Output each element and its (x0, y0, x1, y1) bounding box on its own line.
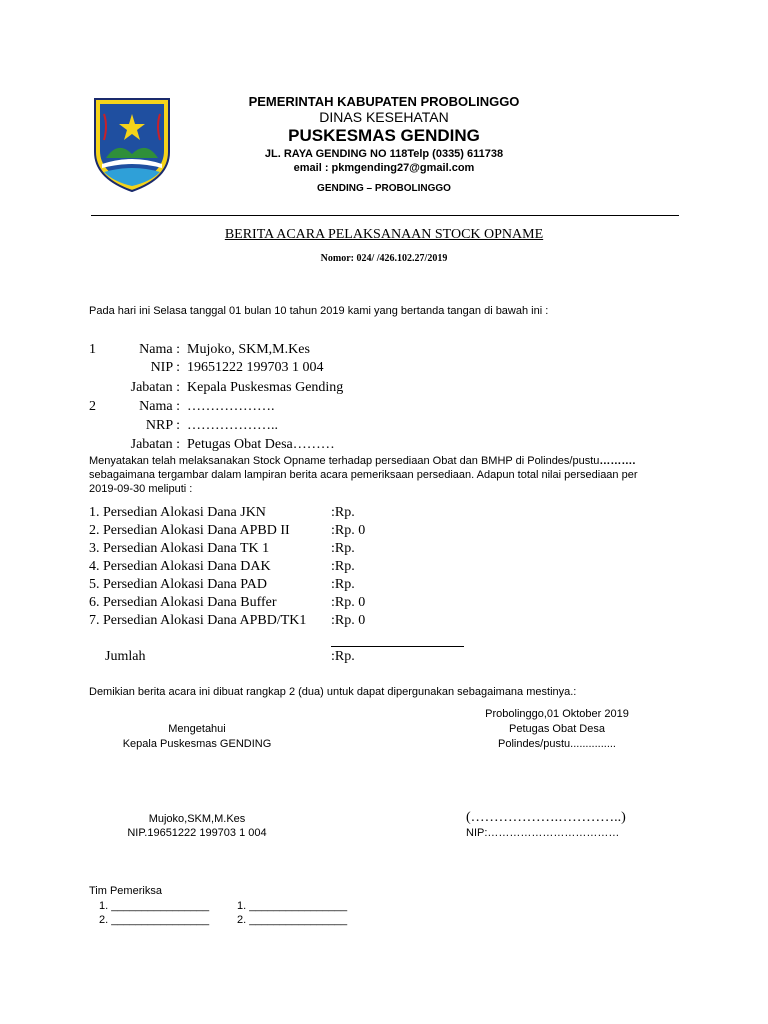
signature-left-role2: Kepala Puskesmas GENDING (122, 738, 272, 750)
signature-right-nip: NIP:……………………………… (466, 827, 620, 839)
person1-position: Kepala Puskesmas Gending (187, 380, 344, 395)
total-label: Jumlah (105, 649, 146, 664)
item-label: 3. Persedian Alokasi Dana TK 1 (89, 541, 270, 556)
item-label: 1. Persedian Alokasi Dana JKN (89, 505, 266, 520)
statement-line1 (89, 455, 635, 467)
total-divider (331, 646, 464, 647)
person1-number: 1 (89, 342, 96, 357)
item-label: 6. Persedian Alokasi Dana Buffer (89, 595, 277, 610)
signature-left-name: Mujoko,SKM,M.Kes (148, 813, 246, 825)
person2-position-label: Jabatan : (130, 437, 180, 452)
person1-name-label: Nama : (139, 342, 180, 357)
item-value: :Rp. (331, 541, 355, 556)
signature-right-role1: Petugas Obat Desa (508, 723, 605, 735)
item-value: :Rp. 0 (331, 613, 366, 628)
item-label: 7. Persedian Alokasi Dana APBD/TK1 (89, 613, 307, 628)
signature-left-nip: NIP.19651222 199703 1 004 (127, 827, 267, 839)
signature-right-role2: Polindes/pustu............... (497, 738, 616, 750)
total-value: :Rp. (331, 649, 355, 664)
item-label: 4. Persedian Alokasi Dana DAK (89, 559, 271, 574)
person2-nrp-label: NRP : (145, 418, 180, 433)
signature-left-role1: Mengetahui (168, 723, 226, 735)
item-value: :Rp. (331, 577, 355, 592)
item-value: :Rp. 0 (331, 523, 366, 538)
document-title: BERITA ACARA PELAKSANAAN STOCK OPNAME (224, 227, 544, 242)
intro-text: Pada hari ini Selasa tanggal 01 bulan 10 tahun 2019 kami yang bertanda tangan di bawah ini : (89, 305, 549, 317)
team-left-member: 2. ________________ (99, 914, 210, 926)
header-institution: PUSKESMAS GENDING (288, 126, 480, 145)
item-value: :Rp. (331, 559, 355, 574)
item-label: 2. Persedian Alokasi Dana APBD II (89, 523, 290, 538)
person1-name: Mujoko, SKM,M.Kes (187, 342, 310, 357)
person2-name: ………………. (187, 399, 275, 414)
person2-nrp: ……………….. (187, 418, 278, 433)
header-department: DINAS KESEHATAN (319, 109, 449, 125)
header-location: GENDING – PROBOLINGGO (317, 183, 451, 194)
person2-name-label: Nama : (139, 399, 180, 414)
item-value: :Rp. (331, 505, 355, 520)
team-title: Tim Pemeriksa (89, 885, 162, 897)
statement-line1-text: Menyatakan telah melaksanakan Stock Opname terhadap persediaan Obat dan BMHP di Polindes/pustu (89, 455, 600, 467)
person1-nip: 19651222 199703 1 004 (187, 360, 324, 375)
signature-right-name: (……………….…………..) (466, 810, 626, 825)
team-right-member: 1. ________________ (237, 900, 348, 912)
person1-nip-label: NIP : (150, 360, 180, 375)
header-email: email : pkmgending27@gmail.com (293, 162, 475, 174)
team-right-member: 2. ________________ (237, 914, 348, 926)
person2-number: 2 (89, 399, 96, 414)
person2-position: Petugas Obat Desa……… (187, 437, 335, 452)
person1-position-label: Jabatan : (130, 380, 180, 395)
signature-place-date: Probolinggo,01 Oktober 2019 (485, 708, 629, 720)
header-government: PEMERINTAH KABUPATEN PROBOLINGGO (248, 94, 520, 109)
statement-line2: sebagaimana tergambar dalam lampiran berita acara pemeriksaan persediaan. Adapun total nilai persediaan per (89, 469, 638, 481)
team-left-member: 1. ________________ (99, 900, 210, 912)
item-value: :Rp. 0 (331, 595, 366, 610)
item-label: 5. Persedian Alokasi Dana PAD (89, 577, 267, 592)
closing-text: Demikian berita acara ini dibuat rangkap 2 (dua) untuk dapat dipergunakan sebagaimana mestinya.: (89, 686, 577, 698)
regency-crest-logo (92, 96, 172, 194)
document-number: Nomor: 024/ /426.102.27/2019 (320, 253, 448, 264)
header-address: JL. RAYA GENDING NO 118Telp (0335) 611738 (264, 148, 504, 160)
statement-line1-dots: ………. (599, 455, 636, 467)
statement-line3: 2019-09-30 meliputi : (89, 483, 193, 495)
header-divider (91, 215, 679, 216)
